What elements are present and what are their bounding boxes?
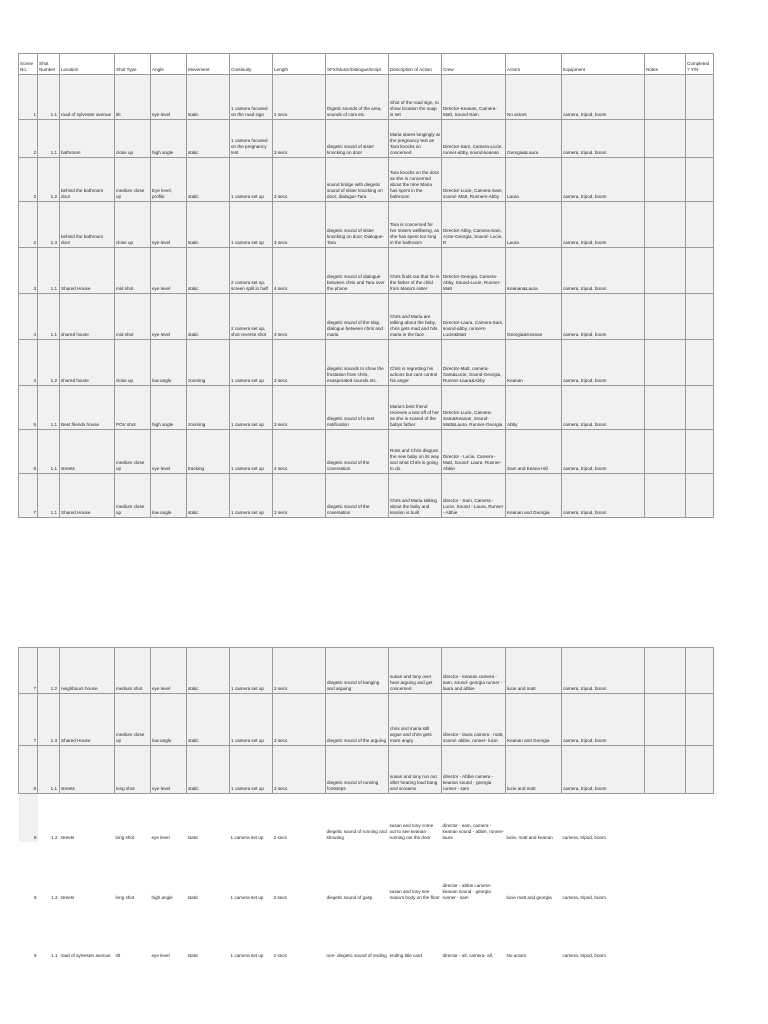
location-cell: Best friends house: [60, 386, 115, 430]
scene-cell: 1: [19, 75, 38, 120]
equipment-cell: camera, tripod, boom: [562, 386, 645, 430]
action-cell: Maria's best friend recieves a text off of her as she is scared of the babys father: [389, 386, 442, 430]
shot-type-cell: medium shot: [115, 648, 151, 694]
shot-type-cell: long shot: [115, 842, 151, 902]
table-row: [19, 474, 714, 518]
angle-cell: eye level: [151, 248, 187, 294]
sfx-cell: diegetic sounds to show the frustation from chris, exasperated sounds etc.: [326, 340, 389, 386]
equipment-cell: camera, tripod, boom: [562, 842, 645, 902]
notes-cell: [645, 902, 686, 960]
angle-cell: low angle: [151, 340, 187, 386]
crew-cell: director - keanan camera - sam, sound- georgia runner - laura and abbie: [442, 648, 506, 694]
sfx-cell: diegetic sound of banging and arguing: [326, 648, 389, 694]
crew-cell: Director - Lucie, Camera - Matt, Sound- Laura, Runner- Abbie: [442, 430, 506, 474]
equipment-cell: camera, tripod, boom: [562, 340, 645, 386]
completed-cell: [686, 746, 714, 794]
continuity-cell: 1 camera focused on the road sign: [230, 75, 273, 120]
header-cell: Movement: [187, 54, 230, 75]
shot-type-cell: POV shot: [115, 386, 151, 430]
scene-cell: 5: [19, 386, 38, 430]
continuity-cell: 1 camera set up: [230, 340, 273, 386]
equipment-cell: camera, tripod, boom: [562, 158, 645, 202]
actors-cell: Georgia&Laura: [506, 120, 562, 158]
continuity-cell: 1 camera set up: [230, 474, 273, 518]
notes-cell: [645, 158, 686, 202]
notes-cell: [645, 75, 686, 120]
scene-cell: 7: [19, 474, 38, 518]
location-cell: behind the bathroom door: [60, 202, 115, 248]
movement-cell: static: [187, 842, 230, 902]
equipment-cell: camera, tripod, boom: [562, 248, 645, 294]
angle-cell: eye level: [151, 430, 187, 474]
header-cell: Completed ? Y/N: [686, 54, 714, 75]
equipment-cell: camera, tripod, boom: [562, 794, 645, 842]
table-row: [19, 842, 714, 902]
sfx-cell: Digetic sounds of the area, sounds of cars etc.: [326, 75, 389, 120]
shot-type-cell: mid shot: [115, 294, 151, 340]
equipment-cell: camera, tripod, boom: [562, 902, 645, 960]
shot-number-cell: 1.3: [38, 694, 60, 746]
movement-cell: static: [187, 248, 230, 294]
crew-cell: Director-Lucie, Camera-Sam&Keanan, Sound-Matt&Laura, Runner-Georgia: [442, 386, 506, 430]
scene-cell: 8: [19, 794, 38, 842]
movement-cell: static: [187, 75, 230, 120]
crew-cell: Director-Laura, Camera-Sam, sound-abby, runners-Lucie&Matt: [442, 294, 506, 340]
shot-number-cell: 1.3: [38, 202, 60, 248]
table-row: [19, 386, 714, 430]
angle-cell: Eye level, profile: [151, 158, 187, 202]
actors-cell: lucie and matt: [506, 648, 562, 694]
actors-cell: Keanan: [506, 340, 562, 386]
completed-cell: [686, 120, 714, 158]
header-cell: Continuity: [230, 54, 273, 75]
scene-cell: 2: [19, 202, 38, 248]
crew-cell: Director-Abby, Camera-Sam, Actor-Georgia, Sound- Lucie, R: [442, 202, 506, 248]
scene-cell: 8: [19, 746, 38, 794]
movement-cell: static: [187, 648, 230, 694]
shot-type-cell: close up: [115, 202, 151, 248]
completed-cell: [686, 648, 714, 694]
sfx-cell: diegetic sound of the coversation: [326, 474, 389, 518]
notes-cell: [645, 386, 686, 430]
location-cell: Shared House: [60, 474, 115, 518]
length-cell: 2 secs: [273, 746, 326, 794]
scene-cell: 4: [19, 294, 38, 340]
completed-cell: [686, 340, 714, 386]
length-cell: 2 secs: [273, 340, 326, 386]
equipment-cell: camera, tripod, boom: [562, 746, 645, 794]
completed-cell: [686, 902, 714, 960]
movement-cell: static: [187, 120, 230, 158]
continuity-cell: 1 camera set up: [230, 386, 273, 430]
length-cell: 2 secs: [273, 75, 326, 120]
crew-cell: Director-Lucie, Camera-Sam, sound- Matt, Runners-Abby: [442, 158, 506, 202]
header-cell: Location: [60, 54, 115, 75]
shot-type-cell: mid shot: [115, 248, 151, 294]
length-cell: 4 secs: [273, 430, 326, 474]
shot-number-cell: 1.1: [38, 294, 60, 340]
shot-number-cell: 1.3: [38, 842, 60, 902]
length-cell: 3 secs: [273, 474, 326, 518]
shot-type-cell: medium close up: [115, 474, 151, 518]
continuity-cell: 1 camera set up: [230, 746, 273, 794]
scene-cell: 2: [19, 158, 38, 202]
continuity-cell: 1 camera set up: [230, 902, 273, 960]
header-cell: Notes: [645, 54, 686, 75]
shot-number-cell: 1.2: [38, 158, 60, 202]
movement-cell: static: [187, 474, 230, 518]
table-row: [19, 120, 714, 158]
movement-cell: static: [187, 694, 230, 746]
sfx-cell: diegetic sound of running and shouting: [326, 794, 389, 842]
completed-cell: [686, 842, 714, 902]
angle-cell: eye level: [151, 746, 187, 794]
angle-cell: eye level: [151, 794, 187, 842]
shot-number-cell: 1.1: [38, 746, 60, 794]
angle-cell: eye level: [151, 294, 187, 340]
sfx-cell: diegetic sound of sister knocking on door: [326, 120, 389, 158]
location-cell: shared house: [60, 340, 115, 386]
equipment-cell: camera, tripod, boom: [562, 474, 645, 518]
table-row: [19, 430, 714, 474]
header-cell: Scene No.: [19, 54, 38, 75]
action-cell: Chris and Maria are talking about the baby, chris gets mad and hits maria in the face: [389, 294, 442, 340]
notes-cell: [645, 648, 686, 694]
notes-cell: [645, 430, 686, 474]
location-cell: Shared House: [60, 248, 115, 294]
equipment-cell: camera, tripod, boom: [562, 120, 645, 158]
action-cell: susan and tony see maria's body on the floor: [389, 842, 442, 902]
sfx-cell: diegetic sound of the coversation: [326, 430, 389, 474]
sfx-cell: diegetic sound of the slap, dialogue between chris and maria: [326, 294, 389, 340]
action-cell: susan and tony run out after hearing loud bang and screams: [389, 746, 442, 794]
actors-cell: Abby: [506, 386, 562, 430]
continuity-cell: 1 camera set up: [230, 794, 273, 842]
sfx-cell: non- diegetic sound of ending: [326, 902, 389, 960]
shot-type-cell: tilt: [115, 75, 151, 120]
continuity-cell: 2 camera set up, screen split in half: [230, 248, 273, 294]
length-cell: 2 secs: [273, 694, 326, 746]
shot-type-cell: long shot: [115, 746, 151, 794]
shot-number-cell: 1.1: [38, 474, 60, 518]
movement-cell: tracking: [187, 430, 230, 474]
length-cell: 2 secs: [273, 794, 326, 842]
header-cell: SFX/Music/Dialogue/script: [326, 54, 389, 75]
shot-type-cell: medium close up: [115, 430, 151, 474]
continuity-cell: 1 camera set up: [230, 430, 273, 474]
angle-cell: high angle: [151, 386, 187, 430]
angle-cell: low angle: [151, 474, 187, 518]
sfx-cell: diegetic sound of gasp: [326, 842, 389, 902]
completed-cell: [686, 202, 714, 248]
header-cell: Crew: [442, 54, 506, 75]
action-cell: Ross and Chris disguss the new baby on its way and what Chris is going to do.: [389, 430, 442, 474]
notes-cell: [645, 248, 686, 294]
movement-cell: zooming: [187, 386, 230, 430]
angle-cell: high angle: [151, 842, 187, 902]
header-cell: Angle: [151, 54, 187, 75]
shot-number-cell: 1.1: [38, 248, 60, 294]
location-cell: Shared House: [60, 694, 115, 746]
scene-cell: 3: [19, 248, 38, 294]
sfx-cell: diegetic sound of dialogue between chris and Tara over the phone: [326, 248, 389, 294]
equipment-cell: camera, tripod, boom: [562, 202, 645, 248]
crew-cell: director - Abbie camera - keanan sound - georgia runner - sam: [442, 746, 506, 794]
header-cell: Equipment: [562, 54, 645, 75]
actors-cell: lucie matt and georgia: [506, 842, 562, 902]
movement-cell: static: [187, 202, 230, 248]
movement-cell: static: [187, 294, 230, 340]
shot-number-cell: 1.2: [38, 340, 60, 386]
crew-cell: director - sam, camera - keanan sound - abbie, runner- laura: [442, 794, 506, 842]
movement-cell: static: [187, 158, 230, 202]
shot-number-cell: 1.1: [38, 75, 60, 120]
completed-cell: [686, 430, 714, 474]
scene-cell: 8: [19, 842, 38, 902]
table-row: [19, 75, 714, 120]
table-row: [19, 902, 714, 960]
notes-cell: [645, 794, 686, 842]
action-cell: Chris is regretting his actions but cant control his anger: [389, 340, 442, 386]
equipment-cell: camera, tripod, boom: [562, 294, 645, 340]
location-cell: streets: [60, 842, 115, 902]
angle-cell: low angle: [151, 694, 187, 746]
completed-cell: [686, 158, 714, 202]
completed-cell: [686, 386, 714, 430]
crew-cell: director - abbie camera-keanan sound - georgia runner - sam: [442, 842, 506, 902]
continuity-cell: 1 camera focused on the pregnancy test: [230, 120, 273, 158]
notes-cell: [645, 294, 686, 340]
shot-number-cell: 1.1: [38, 430, 60, 474]
table-row: [19, 248, 714, 294]
action-cell: ending title card: [389, 902, 442, 960]
angle-cell: eye level: [151, 648, 187, 694]
header-cell: Actors: [506, 54, 562, 75]
length-cell: 3 secs: [273, 294, 326, 340]
scene-cell: 2: [19, 120, 38, 158]
length-cell: 2 secs: [273, 158, 326, 202]
header-cell: Shot Number: [38, 54, 60, 75]
shot-number-cell: 1.1: [38, 902, 60, 960]
table-row: [19, 794, 714, 842]
location-cell: behind the bathroom door: [60, 158, 115, 202]
equipment-cell: camera, tripod, boom: [562, 694, 645, 746]
length-cell: 4 secs: [273, 248, 326, 294]
header-cell: Shot Type: [115, 54, 151, 75]
scene-cell: 9: [19, 902, 38, 960]
movement-cell: static: [187, 794, 230, 842]
action-cell: susan and tony come out to see keanan running out the door: [389, 794, 442, 842]
shot-type-cell: close up: [115, 120, 151, 158]
continuity-cell: 1 camera set up: [230, 202, 273, 248]
angle-cell: eye level: [151, 202, 187, 248]
notes-cell: [645, 746, 686, 794]
shot-number-cell: 1.1: [38, 386, 60, 430]
angle-cell: eye level: [151, 75, 187, 120]
crew-cell: Director-Matt, camera-Sam&Lucie, Sound-Georgia, Runner-Laura&Abby: [442, 340, 506, 386]
location-cell: shared house: [60, 294, 115, 340]
notes-cell: [645, 202, 686, 248]
action-cell: Tara knocks on the door as she is concerned about the time Maria has spent in the bathroom: [389, 158, 442, 202]
actors-cell: No actors: [506, 75, 562, 120]
table-row: [19, 694, 714, 746]
equipment-cell: camera, tripod, boom: [562, 75, 645, 120]
actors-cell: Keanan and Georgia: [506, 474, 562, 518]
scene-cell: 7: [19, 694, 38, 746]
scene-cell: 4: [19, 340, 38, 386]
shot-list-table-bottom: [18, 647, 714, 960]
table-row: [19, 746, 714, 794]
notes-cell: [645, 474, 686, 518]
equipment-cell: camera, tripod, boom: [562, 430, 645, 474]
action-cell: susan and tony over hear arguing and get concerned: [389, 648, 442, 694]
angle-cell: eye level: [151, 902, 187, 960]
shot-type-cell: long shot: [115, 794, 151, 842]
location-cell: streets: [60, 794, 115, 842]
shot-number-cell: 1.2: [38, 794, 60, 842]
location-cell: road of sylvester avenue: [60, 75, 115, 120]
shot-number-cell: 1.2: [38, 648, 60, 694]
shot-list-table-top: [18, 53, 714, 518]
crew-cell: Director-Sam, Camera-Lucie, runner-abby, sound-keanan: [442, 120, 506, 158]
continuity-cell: 1 camera set up: [230, 694, 273, 746]
sfx-cell: diegetic sound of a text notification: [326, 386, 389, 430]
actors-cell: Keanan and Georgia: [506, 694, 562, 746]
location-cell: neighbours house: [60, 648, 115, 694]
notes-cell: [645, 842, 686, 902]
length-cell: 2 secs: [273, 902, 326, 960]
location-cell: streets: [60, 430, 115, 474]
equipment-cell: camera, tripod, boom: [562, 648, 645, 694]
crew-cell: director - all, camera- all,: [442, 902, 506, 960]
continuity-cell: 2 camera set up, shot reverse shot: [230, 294, 273, 340]
table-row: [19, 158, 714, 202]
completed-cell: [686, 75, 714, 120]
action-cell: Shot of the road sign, to show location the soap is set: [389, 75, 442, 120]
action-cell: Tara is concerned for her sisters wellbeing, as she has spent too long in the bathroom: [389, 202, 442, 248]
shot-type-cell: medium close up: [115, 158, 151, 202]
completed-cell: [686, 294, 714, 340]
movement-cell: zooming: [187, 340, 230, 386]
shot-type-cell: medium close up: [115, 694, 151, 746]
continuity-cell: 1 camera set up: [230, 158, 273, 202]
movement-cell: static: [187, 902, 230, 960]
actors-cell: lucie, matt and keanan: [506, 794, 562, 842]
completed-cell: [686, 694, 714, 746]
completed-cell: [686, 474, 714, 518]
actors-cell: Laura: [506, 158, 562, 202]
actors-cell: lucie and matt: [506, 746, 562, 794]
completed-cell: [686, 248, 714, 294]
crew-cell: director - laura camera - matt, sound- abbie, runner- lucie: [442, 694, 506, 746]
scene-cell: 6: [19, 430, 38, 474]
scene-cell: 7: [19, 648, 38, 694]
location-cell: road of sylvester avenue: [60, 902, 115, 960]
table-row: [19, 202, 714, 248]
continuity-cell: 1 camera set up: [230, 648, 273, 694]
sfx-cell: diegetic sound of running footsteps: [326, 746, 389, 794]
table-row: [19, 340, 714, 386]
actors-cell: Keanan&Laura: [506, 248, 562, 294]
movement-cell: static: [187, 746, 230, 794]
action-cell: Chris finds out that he is the father of the child from Maria's sister: [389, 248, 442, 294]
action-cell: Maria stares longingly at the pregnancy test as Tara knocks on concerned: [389, 120, 442, 158]
actors-cell: Sam and Keana Hill: [506, 430, 562, 474]
length-cell: 3 secs: [273, 386, 326, 430]
table-row: [19, 648, 714, 694]
crew-cell: director - Sam, Camera - Lucie, Sound - Laura, Runner - Abbie: [442, 474, 506, 518]
sfx-cell: sound bridge with diegetic sound of sister knocking on door, dialogue-Tara: [326, 158, 389, 202]
notes-cell: [645, 694, 686, 746]
header-cell: Description of Action: [389, 54, 442, 75]
actors-cell: Georgia&Keanan: [506, 294, 562, 340]
length-cell: 3 secs: [273, 120, 326, 158]
crew-cell: Director-Georgia, Camera-Abby, Sound-Lucie, Runner-Matt: [442, 248, 506, 294]
shot-number-cell: 1.1: [38, 120, 60, 158]
length-cell: 3 secs: [273, 842, 326, 902]
action-cell: Chris and Maria talking about the baby and tension is built: [389, 474, 442, 518]
continuity-cell: 1 camera set up: [230, 842, 273, 902]
crew-cell: Director-Keanan, Camera-Matt, Sound-Sam: [442, 75, 506, 120]
sfx-cell: diegetic sound of sister knocking on door, Dialogue-Tara: [326, 202, 389, 248]
action-cell: chris and maria still argue and chris gets more angry: [389, 694, 442, 746]
sfx-cell: diegetic sound of the arguing: [326, 694, 389, 746]
notes-cell: [645, 340, 686, 386]
completed-cell: [686, 794, 714, 842]
notes-cell: [645, 120, 686, 158]
location-cell: streets: [60, 746, 115, 794]
actors-cell: Laura: [506, 202, 562, 248]
header-row: [19, 54, 714, 75]
length-cell: 2 secs: [273, 648, 326, 694]
header-cell: Length: [273, 54, 326, 75]
table-row: [19, 294, 714, 340]
shot-type-cell: close up: [115, 340, 151, 386]
location-cell: bathroom: [60, 120, 115, 158]
shot-type-cell: tilt: [115, 902, 151, 960]
angle-cell: high angle: [151, 120, 187, 158]
length-cell: 3 secs: [273, 202, 326, 248]
actors-cell: No actors: [506, 902, 562, 960]
